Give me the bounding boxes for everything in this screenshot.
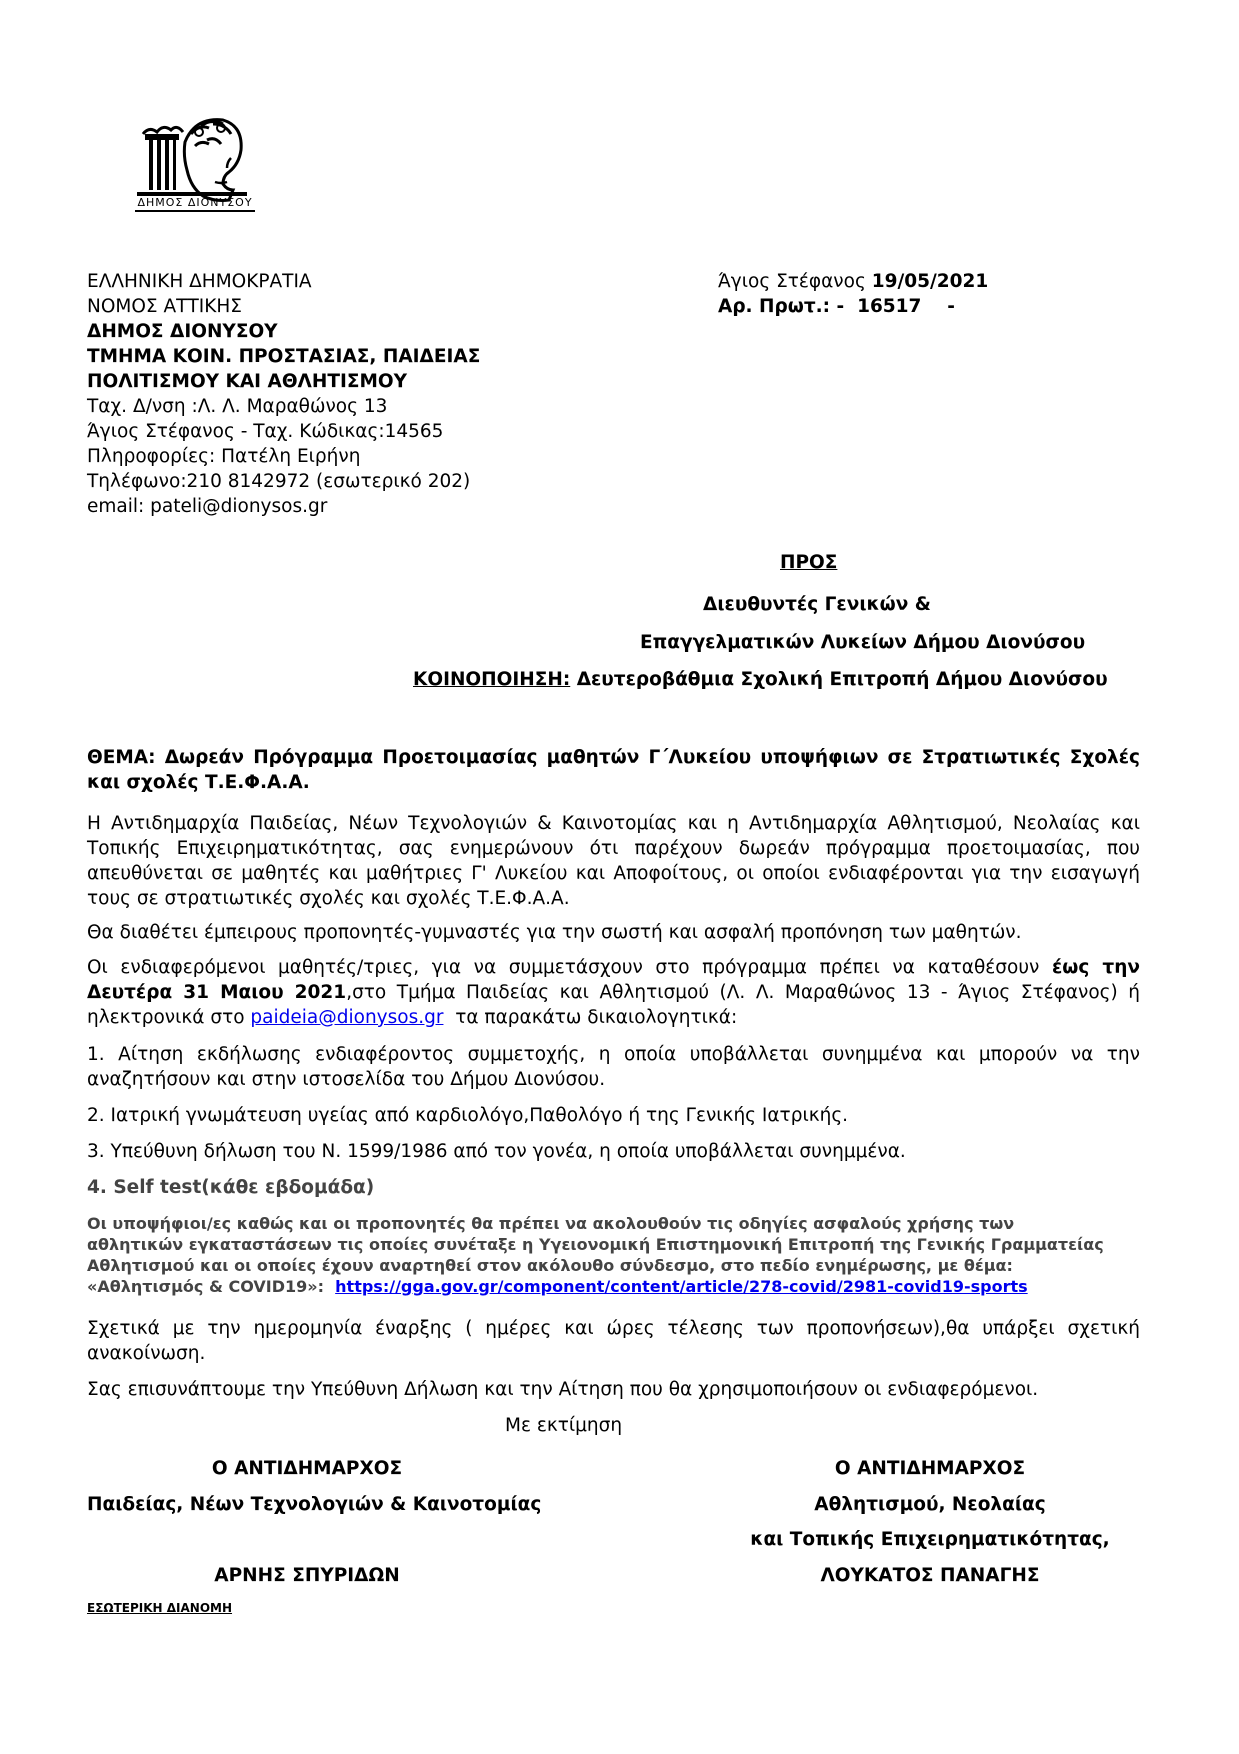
covid-notice-topic: «Αθλητισμός & COVID19»: <box>87 1277 336 1296</box>
sender-phone: Τηλέφωνο:210 8142972 (εσωτερικό 202) <box>87 471 471 492</box>
paragraph-intro: Η Αντιδημαρχία Παιδείας, Νέων Τεχνολογιών & Καινοτομίας και η Αντιδημαρχία Αθλητισμού, Νεολαίας και Τοπικής Επιχειρηματικότητας, σας ενημερώνουν ότι παρέχουν δωρεάν πρόγραμμα προετοιμασίας, που απευθύνεται σε μαθητές και μαθήτριες Γ' Λυκείου και Αποφοίτους, οι οποίοι ενδιαφέρονται για την εισαγωγή τους σε στρατιωτικές σχολές και σχολές Τ.Ε.Φ.Α.Α. <box>87 813 1140 909</box>
internal-distribution: ΕΣΩΤΕΡΙΚΗ ΔΙΑΝΟΜΗ <box>87 1601 233 1615</box>
covid-notice-line-1: Οι υποψήφιοι/ες καθώς και οι προπονητές θα πρέπει να ακολουθούν τις οδηγίες ασφαλούς χρήσης των <box>87 1214 1015 1233</box>
sender-block <box>87 269 607 519</box>
cc-text: Δευτεροβάθμια Σχολική Επιτροπή Δήμου Διονύσου <box>570 669 1108 690</box>
sender-prefecture: ΝΟΜΟΣ ΑΤΤΙΚΗΣ <box>87 296 242 317</box>
meta-block <box>718 269 1058 319</box>
logo-caption: ΔΗΜΟΣ ΔΙΟΝΥΣΟΥ <box>135 196 255 212</box>
sender-address: Ταχ. Δ/νση :Λ. Λ. Μαραθώνος 13 <box>87 396 388 417</box>
subject-line-2: και σχολές Τ.Ε.Φ.Α.Α. <box>87 772 310 793</box>
covid-notice-line-4 <box>87 1276 1147 1297</box>
covid-notice <box>87 1213 1147 1297</box>
deadline-text-b: ,στο Τμήμα Παιδείας και Αθλητισμού (Λ. Λ. Μαραθώνος 13 - Άγιος Στέφανος) ή ηλεκτρονικά στο <box>87 982 1140 1028</box>
cc-label: ΚΟΙΝΟΠΟΙΗΣΗ: <box>413 669 571 690</box>
sender-info: Πληροφορίες: Πατέλη Ειρήνη <box>87 446 361 467</box>
signature-left-dept: Παιδείας, Νέων Τεχνολογιών & Καινοτομίας <box>87 1494 542 1515</box>
paideia-email-link[interactable]: paideia@dionysos.gr <box>250 1007 444 1028</box>
sender-email: email: pateli@dionysos.gr <box>87 496 328 517</box>
signature-left-title: Ο ΑΝΤΙΔΗΜΑΡΧΟΣ <box>211 1458 403 1479</box>
covid-notice-line-3: Αθλητισμού και οι οποίες έχουν αναρτηθεί στον ακόλουθο σύνδεσμο, στο πεδίο ενημέρωσης, με θέμα: <box>87 1256 1013 1275</box>
signature-right-title: Ο ΑΝΤΙΔΗΜΑΡΧΟΣ <box>834 1458 1026 1479</box>
sender-department-2: ΠΟΛΙΤΙΣΜΟΥ ΚΑΙ ΑΘΛΗΤΙΣΜΟΥ <box>87 371 408 392</box>
signature-right-name: ΛΟΥΚΑΤΟΣ ΠΑΝΑΓΗΣ <box>820 1565 1040 1586</box>
paragraph-attachments: Σας επισυνάπτουμε την Υπεύθυνη Δήλωση και την Αίτηση που θα χρησιμοποιήσουν οι ενδιαφερόμενοι. <box>87 1379 1039 1400</box>
list-item-4: 4. Self test(κάθε εβδομάδα) <box>87 1177 375 1198</box>
deadline-date: έως την Δευτέρα 31 Μαιου 2021 <box>87 957 1140 1003</box>
covid-notice-line-2: αθλητικών εγκαταστάσεων τις οποίες συνέταξε η Υγειονομική Επιστημονική Επιτροπή της Γενικής Γραμματείας <box>87 1235 1104 1254</box>
subject-line-1: ΘΕΜΑ: Δωρεάν Πρόγραμμα Προετοιμασίας μαθητών Γ΄Λυκείου υποψήφιων σε Στρατιωτικές Σχολές <box>87 747 1140 768</box>
cc-line <box>413 667 1108 692</box>
list-item-3: 3. Υπεύθυνη δήλωση του Ν. 1599/1986 από τον γονέα, η οποία υποβάλλεται συνημμένα. <box>87 1141 906 1162</box>
sender-postal: Άγιος Στέφανος - Ταχ. Κώδικας:14565 <box>87 421 444 442</box>
closing: Με εκτίμηση <box>505 1415 623 1436</box>
signature-right-dept-2: και Τοπικής Επιχειρηματικότητας, <box>750 1529 1110 1550</box>
gga-covid-link[interactable]: https://gga.gov.gr/component/content/article/278-covid/2981-covid19-sports <box>335 1277 1028 1296</box>
signature-right-dept-1: Αθλητισμού, Νεολαίας <box>814 1494 1046 1515</box>
protocol-number: Αρ. Πρωτ.: - 16517 - <box>718 296 955 317</box>
paragraph-trainers: Θα διαθέτει έμπειρους προπονητές-γυμναστές για την σωστή και ασφαλή προπόνηση των μαθητών. <box>87 922 1022 943</box>
place: Άγιος Στέφανος <box>718 271 872 292</box>
paragraph-deadline <box>87 955 1140 1030</box>
list-item-1: 1. Αίτηση εκδήλωσης ενδιαφέροντος συμμετοχής, η οποία υποβάλλεται συνημμένα και μπορούν να την αναζητήσουν και στην ιστοσελίδα του Δήμου Διονύσου. <box>87 1044 1140 1090</box>
recipient-line-1: Διευθυντές Γενικών & <box>703 594 931 615</box>
sender-department-1: ΤΜΗΜΑ ΚΟΙΝ. ΠΡΟΣΤΑΣΙΑΣ, ΠΑΙΔΕΙΑΣ <box>87 346 481 367</box>
sender-country: ΕΛΛΗΝΙΚΗ ΔΗΜΟΚΡΑΤΙΑ <box>87 271 312 292</box>
signature-left-name: ΑΡΝΗΣ ΣΠΥΡΙΔΩΝ <box>214 1565 400 1586</box>
recipient-pros: ΠΡΟΣ <box>780 552 838 573</box>
municipality-logo <box>135 112 275 237</box>
deadline-text-a: Οι ενδιαφερόμενοι μαθητές/τριες, για να συμμετάσχουν στο πρόγραμμα πρέπει να καταθέσουν <box>87 957 1052 978</box>
recipient-line-2: Επαγγελματικών Λυκείων Δήμου Διονύσου <box>640 632 1086 653</box>
paragraph-start-date: Σχετικά με την ημερομηνία έναρξης ( ημέρες και ώρες τέλεσης των προπονήσεων),θα υπάρξει σχετική ανακοίνωση. <box>87 1318 1140 1364</box>
letter-date: 19/05/2021 <box>871 271 989 292</box>
list-item-2: 2. Ιατρική γνωμάτευση υγείας από καρδιολόγο,Παθολόγο ή της Γενικής Ιατρικής. <box>87 1105 849 1126</box>
date-line <box>718 269 1058 294</box>
subject <box>87 745 1140 795</box>
sender-municipality: ΔΗΜΟΣ ΔΙΟΝΥΣΟΥ <box>87 321 278 342</box>
deadline-text-c: τα παρακάτω δικαιολογητικά: <box>443 1007 738 1028</box>
